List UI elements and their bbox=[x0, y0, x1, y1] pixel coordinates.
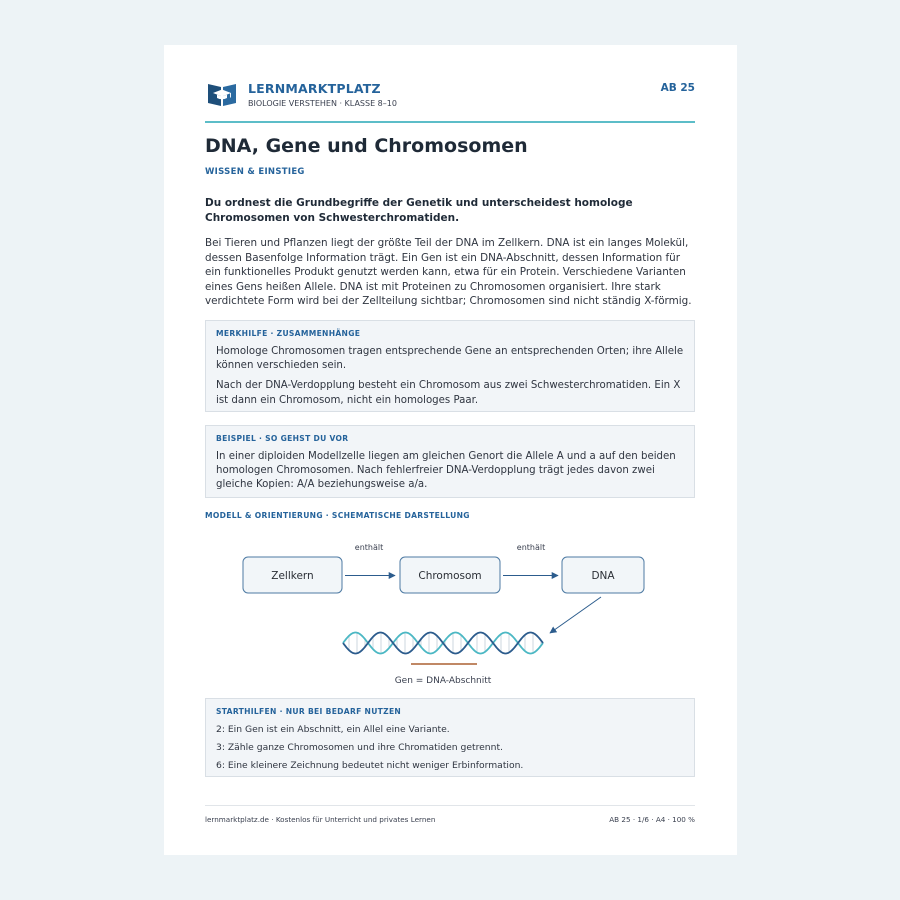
beispiel-box bbox=[205, 425, 695, 498]
dna-hierarchy-diagram bbox=[205, 533, 695, 693]
edge-label: enthält bbox=[516, 543, 546, 552]
learning-goal: Du ordnest die Grundbegriffe der Genetik und unterscheidest homologe Chromosomen von Schwesterchromatiden. bbox=[205, 197, 633, 224]
node-label: DNA bbox=[591, 570, 615, 582]
header-rule bbox=[205, 121, 695, 123]
merkhilfe-paragraph: Homologe Chromosomen tragen entsprechende Gene an entsprechenden Orten; ihre Allele können verschieden sein. bbox=[216, 346, 684, 372]
brand-subtitle: BIOLOGIE VERSTEHEN · KLASSE 8–10 bbox=[248, 99, 397, 108]
dna-helix bbox=[343, 633, 543, 654]
intro-paragraph: Bei Tieren und Pflanzen liegt der größte Teil der DNA im Zellkern. DNA ist ein langes Molekül, dessen Basenfolge Information trägt. Ein Gen ist ein DNA-Abschnitt, dessen Information für ein funktionelles Produkt genutzt werden kann, etwa für ein Protein. Verschiedene Varianten eines Gens heißen Allele. DNA ist mit Proteinen zu Chromosomen organisiert. Ihre stark verdichtete Form wird bei der Zellteilung sichtbar; Chromosomen sind nicht ständig X-förmig. bbox=[205, 237, 692, 307]
starthilfen-heading: STARTHILFEN · NUR BEI BEDARF NUTZEN bbox=[216, 707, 402, 716]
merkhilfe-heading: MERKHILFE · ZUSAMMENHÄNGE bbox=[216, 329, 361, 338]
page-header bbox=[205, 81, 695, 121]
node-label: Zellkern bbox=[271, 570, 314, 582]
node-chromosom bbox=[400, 557, 500, 593]
beispiel-heading: BEISPIEL · SO GEHST DU VOR bbox=[216, 434, 349, 443]
graduation-book-icon bbox=[207, 81, 237, 107]
node-label: Chromosom bbox=[418, 570, 482, 582]
arrow-dna-helix bbox=[550, 597, 601, 633]
footer-rule bbox=[205, 805, 695, 806]
footer-site[interactable]: lernmarktplatz.de · Kostenlos für Unterricht und privates Lernen bbox=[205, 815, 436, 824]
footer-page-info: AB 25 · 1/6 · A4 · 100 % bbox=[609, 815, 695, 824]
hint-item: 3: Zähle ganze Chromosomen und ihre Chromatiden getrennt. bbox=[216, 742, 503, 753]
gene-caption: Gen = DNA-Abschnitt bbox=[394, 676, 492, 686]
starthilfen-box bbox=[205, 698, 695, 777]
edge-label: enthält bbox=[354, 543, 384, 552]
node-zellkern bbox=[243, 557, 342, 593]
merkhilfe-paragraph: Nach der DNA-Verdopplung besteht ein Chromosom aus zwei Schwesterchromatiden. Ein X ist dann ein Chromosom, nicht ein homologes Paar. bbox=[216, 380, 681, 406]
hint-item: 2: Ein Gen ist ein Abschnitt, ein Allel eine Variante. bbox=[216, 724, 450, 735]
page-title: DNA, Gene und Chromosomen bbox=[205, 135, 528, 157]
diagram-heading: MODELL & ORIENTIERUNG · SCHEMATISCHE DARSTELLUNG bbox=[205, 511, 470, 520]
node-dna bbox=[562, 557, 644, 593]
sheet-id: AB 25 bbox=[660, 82, 695, 94]
merkhilfe-box bbox=[205, 320, 695, 412]
worksheet-page bbox=[164, 45, 737, 855]
beispiel-paragraph: In einer diploiden Modellzelle liegen am gleichen Genort die Allele A und a auf den beiden homologen Chromosomen. Nach fehlerfreier DNA-Verdopplung trägt jedes davon zwei gleiche Kopien: A/A beziehungsweise a/a. bbox=[216, 451, 676, 491]
section-kicker: WISSEN & EINSTIEG bbox=[205, 167, 305, 177]
hint-item: 6: Eine kleinere Zeichnung bedeutet nicht weniger Erbinformation. bbox=[216, 760, 524, 771]
brand-name: LERNMARKTPLATZ bbox=[248, 81, 381, 96]
